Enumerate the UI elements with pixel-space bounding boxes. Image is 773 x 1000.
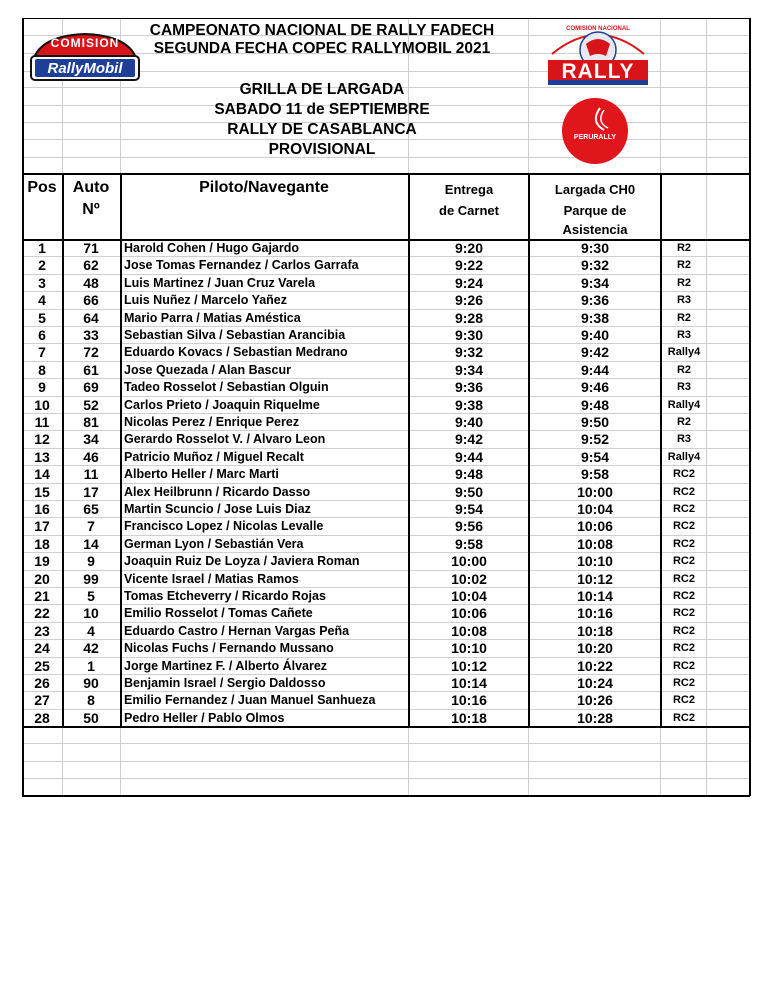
- row-auto-number: 17: [83, 483, 99, 500]
- row-auto-number: 8: [87, 692, 95, 709]
- row-entrega-time: 9:56: [454, 518, 484, 535]
- row-largada-time: 9:44: [580, 361, 610, 378]
- row-entrega-time: 9:44: [454, 448, 484, 465]
- column-header-pos: Pos: [27, 179, 57, 196]
- row-category: RC2: [672, 468, 695, 481]
- row-category: R2: [676, 363, 692, 376]
- column-header-piloto: Piloto/Navegante: [199, 179, 329, 196]
- row-category: R3: [676, 381, 692, 394]
- row-entrega-time: 9:40: [454, 414, 484, 430]
- subtitle-status: PROVISIONAL: [268, 141, 376, 158]
- comision-nacional-arc-text: COMISION NACIONAL: [566, 26, 630, 32]
- row-pilot-navigator: Pedro Heller / Pablo Olmos: [124, 710, 285, 725]
- row-largada-time: 9:40: [580, 327, 610, 343]
- row-auto-number: 66: [83, 292, 99, 309]
- perurally-text: PERURALLY: [573, 134, 617, 141]
- row-entrega-time: 10:00: [451, 553, 487, 570]
- row-entrega-time: 9:58: [454, 535, 484, 552]
- row-entrega-time: 10:14: [451, 675, 487, 691]
- row-category: R2: [676, 276, 692, 289]
- row-category: Rally4: [667, 398, 701, 411]
- row-pilot-navigator: Alberto Heller / Marc Marti: [124, 467, 279, 482]
- column-header-auto: Auto: [72, 179, 110, 196]
- row-pilot-navigator: Jose Quezada / Alan Bascur: [124, 362, 291, 377]
- row-entrega-time: 10:10: [451, 640, 487, 657]
- row-category: R3: [676, 329, 692, 341]
- rallymobil-logo-main-text: RallyMobil: [47, 60, 123, 77]
- row-pos: 28: [34, 709, 50, 726]
- row-category: R2: [676, 259, 692, 272]
- row-pilot-navigator: Tomas Etcheverry / Ricardo Rojas: [124, 589, 326, 603]
- row-auto-number: 81: [83, 414, 99, 430]
- row-pilot-navigator: Martin Scuncio / Jose Luis Diaz: [124, 502, 311, 516]
- row-category: Rally4: [667, 346, 701, 359]
- row-pilot-navigator: Emilio Rosselot / Tomas Cañete: [124, 606, 313, 621]
- row-entrega-time: 9:20: [454, 240, 484, 256]
- row-pilot-navigator: Harold Cohen / Hugo Gajardo: [124, 241, 300, 255]
- row-pilot-navigator: Alex Heilbrunn / Ricardo Dasso: [124, 484, 311, 499]
- row-category: R3: [676, 294, 692, 307]
- table-border: [22, 795, 750, 797]
- row-pilot-navigator: Patricio Muñoz / Miguel Recalt: [124, 449, 304, 464]
- row-largada-time: 10:26: [577, 692, 613, 709]
- row-entrega-time: 10:06: [451, 605, 487, 622]
- row-largada-time: 9:50: [580, 414, 610, 430]
- row-auto-number: 1: [87, 657, 95, 674]
- row-pos: 2: [38, 257, 46, 274]
- row-pilot-navigator: Eduardo Castro / Hernan Vargas Peña: [124, 623, 350, 638]
- row-category: RC2: [672, 677, 695, 689]
- row-entrega-time: 9:22: [454, 257, 484, 274]
- row-entrega-time: 9:54: [454, 501, 484, 517]
- row-auto-number: 99: [83, 570, 99, 587]
- row-largada-time: 10:04: [577, 501, 613, 517]
- row-pilot-navigator: Luis Nuñez / Marcelo Yañez: [124, 293, 288, 308]
- row-largada-time: 10:28: [577, 709, 613, 726]
- row-pos: 15: [34, 483, 50, 500]
- row-pilot-navigator: Francisco Lopez / Nicolas Levalle: [124, 519, 324, 534]
- row-category: RC2: [672, 555, 695, 568]
- row-largada-time: 10:20: [577, 640, 613, 657]
- row-category: RC2: [672, 590, 695, 602]
- row-category: Rally4: [667, 450, 701, 463]
- row-auto-number: 33: [83, 327, 99, 343]
- row-largada-time: 9:42: [580, 344, 610, 361]
- table-border: [120, 173, 122, 726]
- row-largada-time: 9:46: [580, 379, 610, 396]
- row-pos: 13: [34, 448, 50, 465]
- row-pilot-navigator: Jorge Martinez F. / Alberto Álvarez: [124, 658, 328, 673]
- row-entrega-time: 9:32: [454, 344, 484, 361]
- comision-nacional-rally-logo: [542, 24, 654, 86]
- row-category: RC2: [672, 694, 695, 707]
- row-category: RC2: [672, 607, 695, 620]
- row-category: RC2: [672, 537, 695, 550]
- row-auto-number: 10: [83, 605, 99, 622]
- row-largada-time: 10:10: [577, 553, 613, 570]
- row-pilot-navigator: Tadeo Rosselot / Sebastian Olguin: [124, 380, 329, 395]
- row-entrega-time: 9:42: [454, 431, 484, 448]
- row-category: R2: [676, 311, 692, 324]
- row-category: RC2: [672, 711, 695, 724]
- row-largada-time: 10:16: [577, 605, 613, 622]
- row-auto-number: 69: [83, 379, 99, 396]
- row-pos: 22: [34, 605, 50, 622]
- row-largada-time: 9:52: [580, 431, 610, 448]
- row-entrega-time: 9:34: [454, 361, 484, 378]
- row-category: RC2: [672, 520, 695, 533]
- row-pos: 25: [34, 657, 50, 674]
- row-auto-number: 5: [87, 588, 95, 604]
- perurally-logo: [560, 96, 630, 166]
- row-auto-number: 50: [83, 709, 99, 726]
- grid-line: [22, 743, 750, 744]
- row-entrega-time: 10:08: [451, 622, 487, 639]
- row-pos: 3: [38, 274, 46, 291]
- row-pos: 9: [38, 379, 46, 396]
- column-header-largada-3: Asistencia: [562, 222, 628, 237]
- row-largada-time: 10:24: [577, 675, 613, 691]
- row-entrega-time: 9:24: [454, 274, 484, 291]
- row-largada-time: 9:38: [580, 309, 610, 326]
- row-pos: 11: [34, 414, 50, 430]
- column-header-auto-no: Nº: [82, 201, 100, 218]
- row-pos: 23: [34, 622, 50, 639]
- row-auto-number: 4: [87, 622, 95, 639]
- row-pilot-navigator: Vicente Israel / Matias Ramos: [124, 571, 299, 586]
- row-auto-number: 52: [83, 396, 99, 413]
- row-entrega-time: 9:30: [454, 327, 484, 343]
- row-largada-time: 9:36: [580, 292, 610, 309]
- subtitle-date: SABADO 11 de SEPTIEMBRE: [214, 101, 430, 118]
- row-pilot-navigator: German Lyon / Sebastián Vera: [124, 536, 304, 551]
- row-pilot-navigator: Sebastian Silva / Sebastian Arancibia: [124, 328, 346, 342]
- row-entrega-time: 9:28: [454, 309, 484, 326]
- row-auto-number: 9: [87, 553, 95, 570]
- title-line-2: SEGUNDA FECHA COPEC RALLYMOBIL 2021: [153, 40, 491, 57]
- row-pilot-navigator: Nicolas Perez / Enrique Perez: [124, 415, 300, 429]
- row-largada-time: 10:18: [577, 622, 613, 639]
- row-largada-time: 10:08: [577, 535, 613, 552]
- row-category: RC2: [672, 485, 695, 498]
- grid-line: [22, 761, 750, 762]
- row-largada-time: 9:48: [580, 396, 610, 413]
- row-pos: 18: [34, 535, 50, 552]
- row-pos: 16: [34, 501, 50, 517]
- row-largada-time: 10:12: [577, 570, 613, 587]
- row-category: RC2: [672, 503, 695, 515]
- row-entrega-time: 10:02: [451, 570, 487, 587]
- row-auto-number: 46: [83, 448, 99, 465]
- column-header-entrega-2: de Carnet: [439, 203, 499, 218]
- row-pos: 1: [38, 240, 46, 256]
- rallymobil-logo-top-text: COMISION: [50, 36, 120, 50]
- row-largada-time: 9:54: [580, 448, 610, 465]
- row-pos: 26: [34, 675, 50, 691]
- row-pos: 12: [34, 431, 50, 448]
- row-pos: 14: [34, 466, 50, 483]
- row-auto-number: 71: [83, 240, 99, 256]
- row-largada-time: 10:06: [577, 518, 613, 535]
- row-pilot-navigator: Jose Tomas Fernandez / Carlos Garrafa: [124, 258, 359, 273]
- row-largada-time: 9:30: [580, 240, 610, 256]
- row-pos: 5: [38, 309, 46, 326]
- subtitle-rally: RALLY DE CASABLANCA: [227, 121, 417, 138]
- row-entrega-time: 10:04: [451, 588, 487, 604]
- row-category: RC2: [672, 659, 695, 672]
- column-header-entrega: Entrega: [444, 182, 494, 197]
- row-auto-number: 62: [83, 257, 99, 274]
- row-pos: 21: [34, 588, 50, 604]
- row-pilot-navigator: Gerardo Rosselot V. / Alvaro Leon: [124, 432, 326, 447]
- row-pos: 20: [34, 570, 50, 587]
- row-entrega-time: 9:36: [454, 379, 484, 396]
- row-category: R2: [676, 416, 692, 428]
- row-entrega-time: 10:12: [451, 657, 487, 674]
- table-border: [22, 726, 750, 728]
- row-auto-number: 61: [83, 361, 99, 378]
- rallymobil-logo: [28, 30, 142, 82]
- row-entrega-time: 10:18: [451, 709, 487, 726]
- row-auto-number: 34: [83, 431, 99, 448]
- row-auto-number: 65: [83, 501, 99, 517]
- row-entrega-time: 9:50: [454, 483, 484, 500]
- table-border: [22, 173, 750, 175]
- row-pilot-navigator: Eduardo Kovacs / Sebastian Medrano: [124, 345, 348, 360]
- row-pilot-navigator: Luis Martinez / Juan Cruz Varela: [124, 275, 316, 290]
- row-pilot-navigator: Benjamin Israel / Sergio Daldosso: [124, 676, 326, 690]
- row-auto-number: 72: [83, 344, 99, 361]
- row-category: RC2: [672, 572, 695, 585]
- row-category: R2: [676, 242, 692, 254]
- table-border: [749, 18, 751, 796]
- row-largada-time: 10:14: [577, 588, 613, 604]
- row-pos: 27: [34, 692, 50, 709]
- column-header-largada-2: Parque de: [563, 203, 627, 218]
- row-auto-number: 14: [83, 535, 99, 552]
- row-auto-number: 42: [83, 640, 99, 657]
- row-pilot-navigator: Joaquin Ruiz De Loyza / Javiera Roman: [124, 554, 360, 569]
- row-pos: 19: [34, 553, 50, 570]
- row-category: R3: [676, 433, 692, 446]
- row-pos: 10: [34, 396, 50, 413]
- grid-line: [22, 778, 750, 779]
- row-auto-number: 7: [87, 518, 95, 535]
- row-pilot-navigator: Emilio Fernandez / Juan Manuel Sanhueza: [124, 693, 376, 708]
- row-auto-number: 64: [83, 309, 99, 326]
- row-largada-time: 9:58: [580, 466, 610, 483]
- comision-nacional-main-text: RALLY: [561, 60, 635, 83]
- row-largada-time: 9:32: [580, 257, 610, 274]
- row-pilot-navigator: Carlos Prieto / Joaquin Riquelme: [124, 397, 320, 412]
- grid-line: [706, 18, 707, 796]
- row-entrega-time: 9:26: [454, 292, 484, 309]
- row-auto-number: 90: [83, 675, 99, 691]
- row-largada-time: 10:22: [577, 657, 613, 674]
- row-pilot-navigator: Mario Parra / Matias Améstica: [124, 310, 301, 325]
- row-auto-number: 11: [83, 466, 99, 483]
- row-pos: 17: [34, 518, 50, 535]
- title-line-1: CAMPEONATO NACIONAL DE RALLY FADECH: [149, 22, 495, 39]
- row-pos: 4: [38, 292, 46, 309]
- row-entrega-time: 9:48: [454, 466, 484, 483]
- spreadsheet: [22, 18, 750, 796]
- row-auto-number: 48: [83, 274, 99, 291]
- row-pilot-navigator: Nicolas Fuchs / Fernando Mussano: [124, 641, 334, 656]
- column-header-largada: Largada CH0: [554, 182, 636, 197]
- row-pos: 6: [38, 327, 46, 343]
- subtitle-grilla: GRILLA DE LARGADA: [239, 81, 405, 98]
- row-entrega-time: 9:38: [454, 396, 484, 413]
- row-entrega-time: 10:16: [451, 692, 487, 709]
- row-largada-time: 9:34: [580, 274, 610, 291]
- row-category: RC2: [672, 642, 695, 655]
- row-largada-time: 10:00: [577, 483, 613, 500]
- row-pos: 7: [38, 344, 46, 361]
- table-border: [22, 18, 750, 19]
- row-category: RC2: [672, 624, 695, 637]
- row-pos: 24: [34, 640, 50, 657]
- row-pos: 8: [38, 361, 46, 378]
